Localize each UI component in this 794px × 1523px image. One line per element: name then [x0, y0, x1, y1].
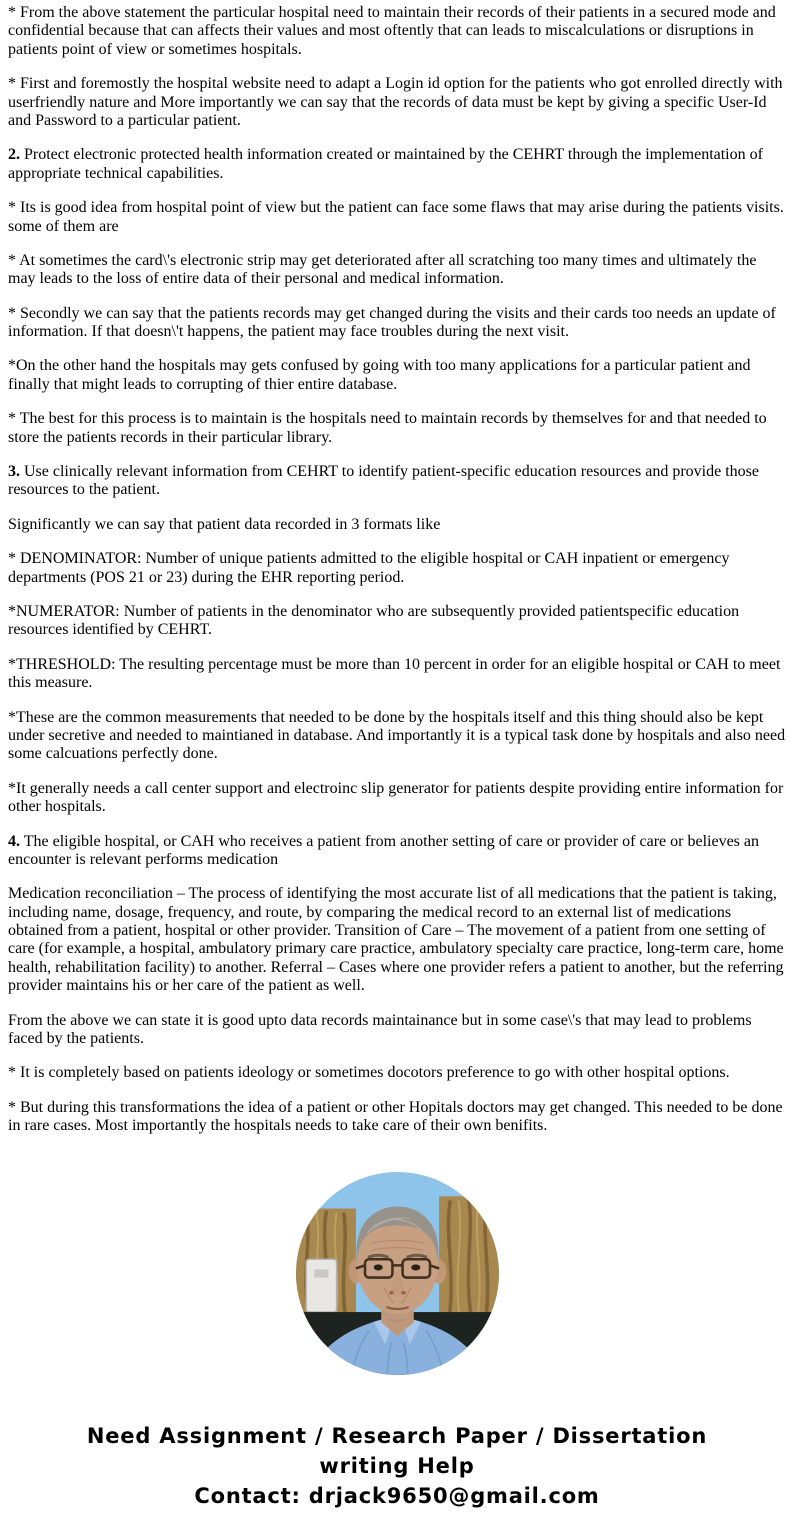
paragraph [8, 305, 786, 342]
paragraph [8, 146, 786, 183]
document-body [8, 4, 786, 1136]
avatar-switch-plate [306, 1259, 336, 1312]
paragraph-text: *It generally needs a call center support and electroinc slip generator for patients despite providing entire information for other hospitals. [8, 779, 784, 816]
paragraph [8, 1064, 786, 1082]
paragraph-text: * First and foremostly the hospital website need to adapt a Login id option for the patients who got enrolled directly with userfriendly nature and More importantly we can say that the records of data must be kept by giving a specific User-Id and Password to a particular patient. [8, 75, 783, 129]
paragraph-text: * From the above statement the particular hospital need to maintain their records of their patients in a secured mode and confidential because that can affects their values and most oftently that can leads to miscalculations or disruptions in patients point of view or sometimes hospitals. [8, 4, 776, 58]
paragraph [8, 463, 786, 500]
paragraph-text: Medication reconciliation – The process of identifying the most accurate list of all medications that the patient is taking, including name, dosage, frequency, and route, by comparing the medical record to an external list of medications obtained from a patient, hospital or other provider. Transition of Care – The movement of a patient from one setting of care (for example, a hospital, ambulatory primary care practice, ambulatory specialty care practice, long-term care, home health, rehabilitation facility) to another. Referral – Cases where one provider refers a patient to another, but the referring provider maintains his or her care of the patient as well. [8, 885, 784, 995]
paragraph-text: The eligible hospital, or CAH who receives a patient from another setting of care or provider of care or believes an encounter is relevant performs medication [8, 832, 759, 868]
footer-heading [8, 1421, 786, 1511]
footer-heading-line: Contact: drjack9650@gmail.com [194, 1483, 600, 1508]
footer-heading-line: Need Assignment / Research Paper / Dissertation [86, 1423, 708, 1448]
paragraph-number: 2. [8, 146, 20, 164]
paragraph-text: * Secondly we can say that the patients records may get changed during the visits and their cards too needs an update of information. If that doesn\'t happens, the patient may face troubles during the next visit. [8, 304, 776, 341]
paragraph [8, 603, 786, 640]
paragraph-text: From the above we can state it is good upto data records maintainance but in some case\'s that may lead to problems faced by the patients. [8, 1011, 752, 1048]
avatar-image [296, 1172, 499, 1375]
paragraph-number: 4. [8, 832, 20, 850]
avatar-eye-right [411, 1264, 420, 1270]
paragraph [8, 656, 786, 693]
paragraph [8, 357, 786, 394]
paragraph-text: *THRESHOLD: The resulting percentage must be more than 10 percent in order for an eligible hospital or CAH to meet this measure. [8, 655, 781, 692]
paragraph-text: *On the other hand the hospitals may gets confused by going with too many applications for a particular patient and finally that might leads to corrupting of thier entire database. [8, 357, 751, 393]
paragraph-text: Protect electronic protected health information created or maintained by the CEHRT through the implementation of appropriate technical capabilities. [8, 146, 763, 182]
paragraph [8, 885, 786, 995]
avatar-eye-left [373, 1264, 382, 1270]
paragraph-text: *These are the common measurements that needed to be done by the hospitals itself and this thing should also be kept under secretive and needed to maintianed in database. And importantly it is a typical task done by hospitals and also need some calcuations perfectly done. [8, 708, 786, 763]
paragraph-text: * It is completely based on patients ideology or sometimes docotors preference to go with other hospital options. [8, 1064, 730, 1082]
avatar-switch [314, 1269, 328, 1277]
paragraph [8, 410, 786, 447]
paragraph [8, 1099, 786, 1136]
paragraph [8, 199, 786, 236]
paragraph-number: 3. [8, 463, 20, 481]
paragraph [8, 1012, 786, 1049]
paragraph-text: * But during this transformations the idea of a patient or other Hopitals doctors may get changed. This needed to be done in rare cases. Most importantly the hospitals needs to take care of their own benifits. [8, 1098, 783, 1135]
avatar-nostril-right [401, 1291, 405, 1294]
paragraph [8, 4, 786, 59]
paragraph-text: * Its is good idea from hospital point of view but the patient can face some flaws that may arise during the patients visits. some of them are [8, 199, 784, 235]
paragraph-text: * At sometimes the card\'s electronic strip may get deteriorated after all scratching too many times and ultimately the may leads to the loss of entire data of their personal and medical information. [8, 251, 757, 288]
paragraph [8, 252, 786, 289]
paragraph [8, 780, 786, 817]
paragraph-text: * The best for this process is to maintain is the hospitals need to maintain records by themselves for and that needed to store the patients records in their particular library. [8, 410, 767, 446]
paragraph [8, 516, 786, 534]
paragraph [8, 550, 786, 587]
paragraph [8, 75, 786, 130]
paragraph-text: * DENOMINATOR: Number of unique patients admitted to the eligible hospital or CAH inpatient or emergency departments (POS 21 or 23) during the EHR reporting period. [8, 550, 730, 586]
footer-heading-line: writing Help [319, 1453, 475, 1478]
paragraph-text: *NUMERATOR: Number of patients in the denominator who are subsequently provided patientspecific education resources identified by CEHRT. [8, 602, 740, 639]
paragraph-text: Use clinically relevant information from CEHRT to identify patient-specific education resources and provide those resources to the patient. [8, 463, 759, 499]
avatar-container [8, 1172, 786, 1375]
paragraph-text: Significantly we can say that patient data recorded in 3 formats like [8, 515, 441, 533]
avatar-nostril-left [389, 1291, 393, 1294]
paragraph [8, 833, 786, 870]
paragraph [8, 709, 786, 764]
